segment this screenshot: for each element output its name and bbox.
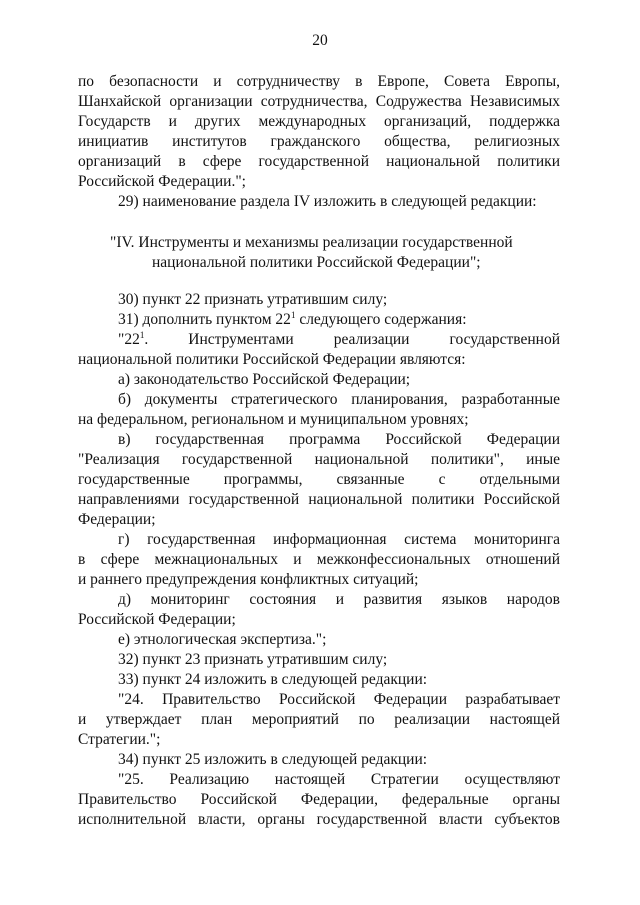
text-line	[78, 152, 560, 172]
text-line	[118, 670, 560, 690]
text-line	[78, 172, 560, 192]
text-line-content: 30) пункт 22 признать утратившим силу;	[118, 291, 388, 308]
text-line	[118, 330, 560, 350]
text-line	[78, 810, 560, 830]
text-line	[118, 750, 560, 770]
text-line-content: организаций в сфере государственной национальной политики	[78, 153, 560, 170]
text-line	[78, 610, 560, 630]
page-number: 20	[312, 32, 328, 49]
text-line	[118, 690, 560, 710]
text-line-content: е) этнологическая экспертиза.";	[118, 631, 327, 648]
text-line-content: Федерации;	[78, 511, 156, 528]
text-line	[118, 192, 560, 212]
text-line	[78, 510, 560, 530]
text-line	[118, 430, 560, 450]
text-line	[78, 470, 560, 490]
text-line-content: исполнительной власти, органы государственной власти субъектов	[78, 811, 560, 828]
text-line	[78, 410, 560, 430]
text-line	[78, 790, 560, 810]
text-line-content: "Реализация государственной национальной политики", иные	[78, 451, 560, 468]
text-line	[78, 550, 560, 570]
text-line-content: на федеральном, региональном и муниципальном уровнях;	[78, 411, 469, 428]
text-line	[118, 650, 560, 670]
text-line-content: Государств и других международных организаций, поддержка	[78, 113, 560, 130]
text-line	[110, 233, 560, 253]
text-line-content: государственные программы, связанные с отдельными	[78, 471, 560, 488]
text-line	[118, 590, 560, 610]
text-line-content: а) законодательство Российской Федерации;	[118, 371, 411, 388]
text-line-continuation: . Инструментами реализации государственной	[144, 331, 560, 348]
text-line-content: национальной политики Российской Федерации являются:	[78, 351, 466, 368]
text-line-content: в сфере межнациональных и межконфессиональных отношений	[78, 551, 560, 568]
text-line-content: 32) пункт 23 признать утратившим силу;	[118, 651, 388, 668]
text-line-content: "22	[118, 331, 140, 348]
text-line-content: Российской Федерации;	[78, 611, 236, 628]
text-line	[78, 730, 560, 750]
text-line-content: направлениями государственной национальной политики Российской	[78, 491, 560, 508]
text-line	[78, 92, 560, 112]
text-line-continuation: следующего содержания:	[295, 311, 467, 328]
text-line-content: 34) пункт 25 изложить в следующей редакции:	[118, 751, 428, 768]
text-line	[78, 450, 560, 470]
text-line	[78, 350, 560, 370]
text-line-content: Шанхайской организации сотрудничества, Содружества Независимых	[78, 93, 560, 110]
text-line-content: б) документы стратегического планирования, разработанные	[118, 391, 560, 408]
text-line	[118, 530, 560, 550]
text-line-content: г) государственная информационная система мониторинга	[118, 531, 560, 548]
text-line-content: 31) дополнить пунктом 22	[118, 311, 291, 328]
text-line-content: 33) пункт 24 изложить в следующей редакции:	[118, 671, 428, 688]
text-line-content: инициатив институтов гражданского общества, религиозных	[78, 133, 560, 150]
text-line-content: национальной политики Российской Федерации";	[152, 254, 481, 271]
superscript: 1	[290, 310, 296, 320]
text-line-content: и раннего предупреждения конфликтных ситуаций;	[78, 571, 419, 588]
superscript: 1	[139, 330, 145, 340]
text-line-content: в) государственная программа Российской Федерации	[118, 431, 560, 448]
text-line-content: Российской Федерации.";	[78, 173, 246, 190]
text-line	[118, 370, 560, 390]
text-line-content: Стратегии.";	[78, 731, 161, 748]
text-line	[118, 310, 560, 330]
text-line	[78, 490, 560, 510]
text-line-content: "25. Реализацию настоящей Стратегии осуществляют	[118, 771, 560, 788]
text-line-content: "24. Правительство Российской Федерации разрабатывает	[118, 691, 560, 708]
text-line-content: д) мониторинг состояния и развития языков народов	[118, 591, 560, 608]
text-line	[78, 72, 560, 92]
text-line	[152, 253, 560, 273]
text-line	[118, 390, 560, 410]
text-line	[78, 570, 560, 590]
text-line-content: и утверждает план мероприятий по реализации настоящей	[78, 711, 560, 728]
text-line-content: Правительство Российской Федерации, федеральные органы	[78, 791, 560, 808]
text-line-content: по безопасности и сотрудничеству в Европе, Совета Европы,	[78, 73, 560, 90]
text-line-content: 29) наименование раздела IV изложить в следующей редакции:	[118, 193, 537, 210]
text-line	[78, 132, 560, 152]
text-line-content: "IV. Инструменты и механизмы реализации государственной	[110, 234, 513, 251]
text-line	[78, 112, 560, 132]
text-line	[118, 770, 560, 790]
text-line	[78, 710, 560, 730]
text-line	[118, 630, 560, 650]
text-line	[118, 290, 560, 310]
